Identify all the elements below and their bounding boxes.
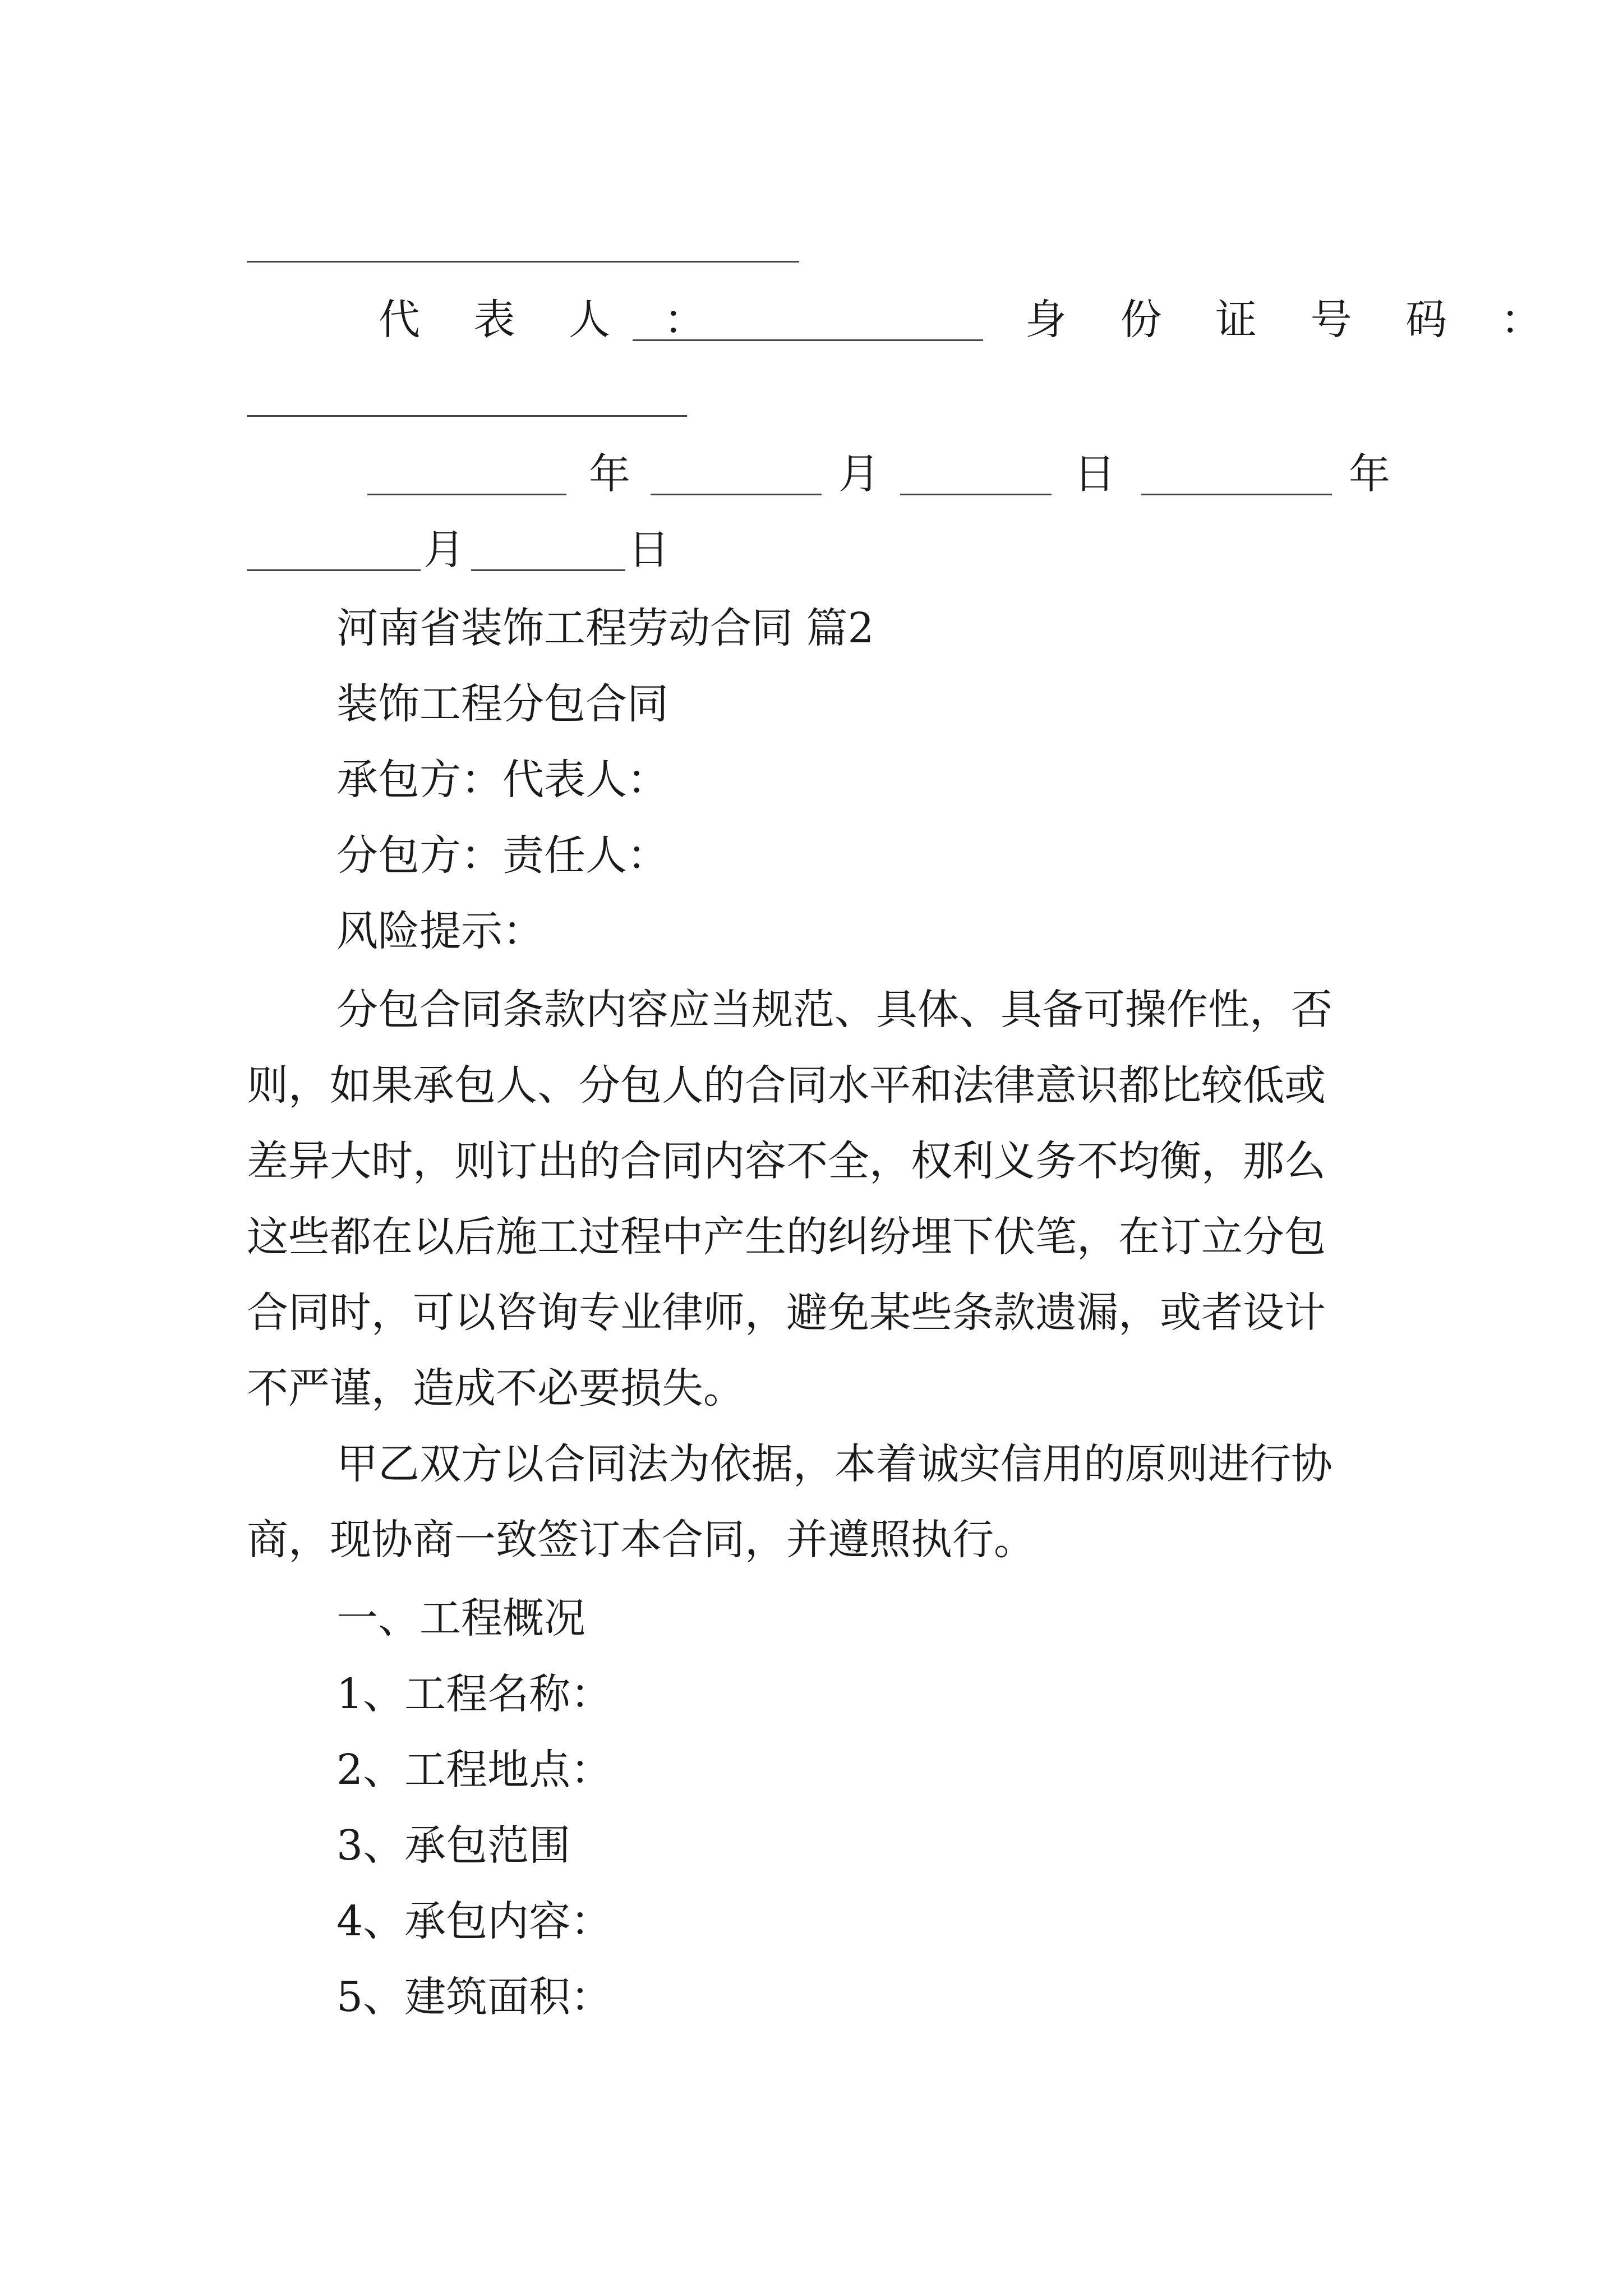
- list-item: 3、承包范围: [336, 1821, 571, 1870]
- date-year-blank-2: [1141, 494, 1332, 495]
- list-item: 1、工程名称：: [336, 1670, 612, 1718]
- preamble-line: 商，现协商一致签订本合同，并遵照执行。: [247, 1516, 1035, 1564]
- list-item: 5、建筑面积：: [336, 1973, 612, 2021]
- preamble-line: 甲乙双方以合同法为依据，本着诚实信用的原则进行协: [336, 1440, 1332, 1488]
- date-month-blank-2: [247, 569, 421, 571]
- date-year-blank-1: [367, 494, 566, 495]
- date-month-blank-1: [651, 494, 822, 495]
- date-month-label-1: 月: [838, 450, 880, 498]
- risk-paragraph-line: 则，如果承包人、分包人的合同水平和法律意识都比较低或: [247, 1061, 1326, 1110]
- date-year-label-1: 年: [589, 450, 630, 498]
- date-month-label-2: 月: [423, 526, 465, 574]
- list-item: 4、承包内容：: [336, 1897, 612, 1945]
- date-year-label-2: 年: [1349, 450, 1390, 498]
- risk-paragraph-line: 不严谨，造成不必要损失。: [247, 1364, 745, 1412]
- contractor-line: 承包方：代表人：: [336, 756, 668, 804]
- contract-title: 装饰工程分包合同: [336, 680, 668, 728]
- signature-blank-line: [247, 261, 799, 263]
- risk-paragraph-line: 分包合同条款内容应当规范、具体、具备可操作性，否: [336, 986, 1332, 1034]
- risk-paragraph-line: 合同时，可以咨询专业律师，避免某些条款遗漏，或者设计: [247, 1289, 1326, 1337]
- risk-paragraph-line: 这些都在以后施工过程中产生的纠纷埋下伏笔，在订立分包: [247, 1213, 1326, 1261]
- list-item: 2、工程地点：: [336, 1746, 612, 1794]
- representative-blank: [633, 339, 983, 341]
- risk-heading: 风险提示：: [336, 907, 544, 955]
- id-number-blank: [247, 415, 687, 417]
- date-day-label-1: 日: [1074, 450, 1115, 498]
- section-heading: 河南省装饰工程劳动合同 篇2: [336, 604, 874, 652]
- date-day-label-2: 日: [628, 526, 670, 574]
- part-one-heading: 一、工程概况: [336, 1594, 585, 1642]
- representative-label: 代 表 人 ：: [379, 296, 726, 344]
- date-day-blank-1: [900, 494, 1052, 495]
- representative-row: [379, 295, 726, 345]
- id-number-row: [1025, 295, 1562, 345]
- date-day-blank-2: [471, 569, 625, 571]
- subcontractor-line: 分包方：责任人：: [336, 831, 668, 880]
- risk-paragraph-line: 差异大时，则订出的合同内容不全，权利义务不均衡，那么: [247, 1137, 1326, 1185]
- id-number-label: 身 份 证 号 码 ：: [1025, 296, 1562, 344]
